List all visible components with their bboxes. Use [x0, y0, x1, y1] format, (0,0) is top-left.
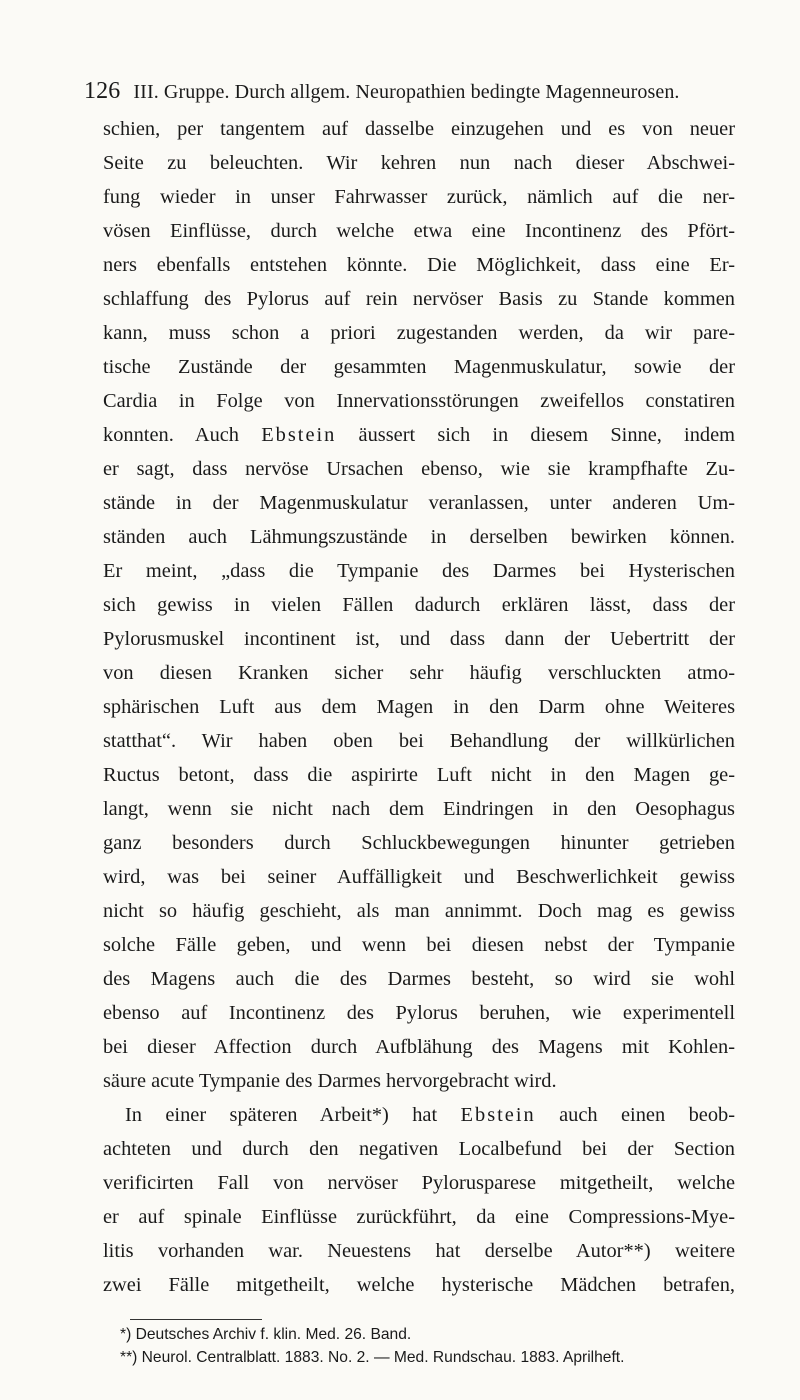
- text-line: ners ebenfalls entstehen könnte. Die Möglichkeit, dass eine Er-: [103, 254, 735, 276]
- text-line: bei dieser Affection durch Aufblähung des Magens mit Kohlen-: [103, 1036, 735, 1058]
- text-segment: auch einen beob-: [535, 1104, 735, 1126]
- text-segment: äussert sich in diesem Sinne, indem: [336, 424, 735, 446]
- text-line: ganz besonders durch Schluckbewegungen hinunter getrieben: [103, 832, 735, 854]
- text-line: achteten und durch den negativen Localbefund bei der Section: [103, 1138, 735, 1160]
- text-line: Pylorusmuskel incontinent ist, und dass dann der Uebertritt der: [103, 628, 735, 650]
- text-line: nicht so häufig geschieht, als man annimmt. Doch mag es gewiss: [103, 900, 735, 922]
- text-line: fung wieder in unser Fahrwasser zurück, nämlich auf die ner-: [103, 186, 735, 208]
- text-line: säure acute Tympanie des Darmes hervorgebracht wird.: [103, 1070, 557, 1092]
- text-line: zwei Fälle mitgetheilt, welche hysterische Mädchen betrafen,: [103, 1274, 735, 1296]
- footnote-rule: [130, 1319, 262, 1320]
- text-line: litis vorhanden war. Neuestens hat derselbe Autor**) weitere: [103, 1240, 735, 1262]
- text-line: Seite zu beleuchten. Wir kehren nun nach dieser Abschwei-: [103, 152, 735, 174]
- footnote: *) Deutsches Archiv f. klin. Med. 26. Band.: [120, 1326, 412, 1343]
- text-line: ständen auch Lähmungszustände in derselben bewirken können.: [103, 526, 735, 548]
- text-line: des Magens auch die des Darmes besteht, so wird sie wohl: [103, 968, 735, 990]
- page-number: 126: [84, 78, 121, 104]
- text-line: tische Zustände der gesammten Magenmuskulatur, sowie der: [103, 356, 735, 378]
- text-line: verificirten Fall von nervöser Pylorusparese mitgetheilt, welche: [103, 1172, 735, 1194]
- text-line: sphärischen Luft aus dem Magen in den Darm ohne Weiteres: [103, 696, 735, 718]
- text-line: schlaffung des Pylorus auf rein nervöser Basis zu Stande kommen: [103, 288, 735, 310]
- text-line: er sagt, dass nervöse Ursachen ebenso, wie sie krampfhafte Zu-: [103, 458, 735, 480]
- author-name: Ebstein: [261, 424, 337, 446]
- text-line: stände in der Magenmuskulatur veranlassen, unter anderen Um-: [103, 492, 735, 514]
- text-segment: In einer späteren Arbeit*) hat: [125, 1104, 461, 1126]
- text-line: [103, 418, 735, 452]
- text-line: ebenso auf Incontinenz des Pylorus beruhen, wie experimentell: [103, 1002, 735, 1024]
- text-line: kann, muss schon a priori zugestanden werden, da wir pare-: [103, 322, 735, 344]
- text-line: vösen Einflüsse, durch welche etwa eine Incontinenz des Pfört-: [103, 220, 735, 242]
- text-line: Er meint, „dass die Tympanie des Darmes bei Hysterischen: [103, 560, 735, 582]
- running-head: [84, 78, 724, 105]
- text-line: schien, per tangentem auf dasselbe einzugehen und es von neuer: [103, 118, 735, 140]
- footnotes: [120, 1323, 740, 1369]
- text-segment: konnten. Auch: [103, 424, 262, 446]
- text-line: langt, wenn sie nicht nach dem Eindringen in den Oesophagus: [103, 798, 735, 820]
- author-name: Ebstein: [460, 1104, 536, 1126]
- text-line: [103, 1098, 735, 1132]
- text-line: er auf spinale Einflüsse zurückführt, da eine Compressions-Mye-: [103, 1206, 735, 1228]
- text-line: Cardia in Folge von Innervationsstörungen zweifellos constatiren: [103, 390, 735, 412]
- footnote: **) Neurol. Centralblatt. 1883. No. 2. — Med. Rundschau. 1883. Aprilheft.: [120, 1349, 625, 1366]
- chapter-title: III. Gruppe. Durch allgem. Neuropathien bedingte Magenneurosen.: [133, 81, 680, 103]
- text-line: sich gewiss in vielen Fällen dadurch erklären lässt, dass der: [103, 594, 735, 616]
- text-line: Ructus betont, dass die aspirirte Luft nicht in den Magen ge-: [103, 764, 735, 786]
- text-line: von diesen Kranken sicher sehr häufig verschluckten atmo-: [103, 662, 735, 684]
- text-line: wird, was bei seiner Auffälligkeit und Beschwerlichkeit gewiss: [103, 866, 735, 888]
- text-line: solche Fälle geben, und wenn bei diesen nebst der Tympanie: [103, 934, 735, 956]
- body-text: [103, 112, 735, 1302]
- text-line: statthat“. Wir haben oben bei Behandlung der willkürlichen: [103, 730, 735, 752]
